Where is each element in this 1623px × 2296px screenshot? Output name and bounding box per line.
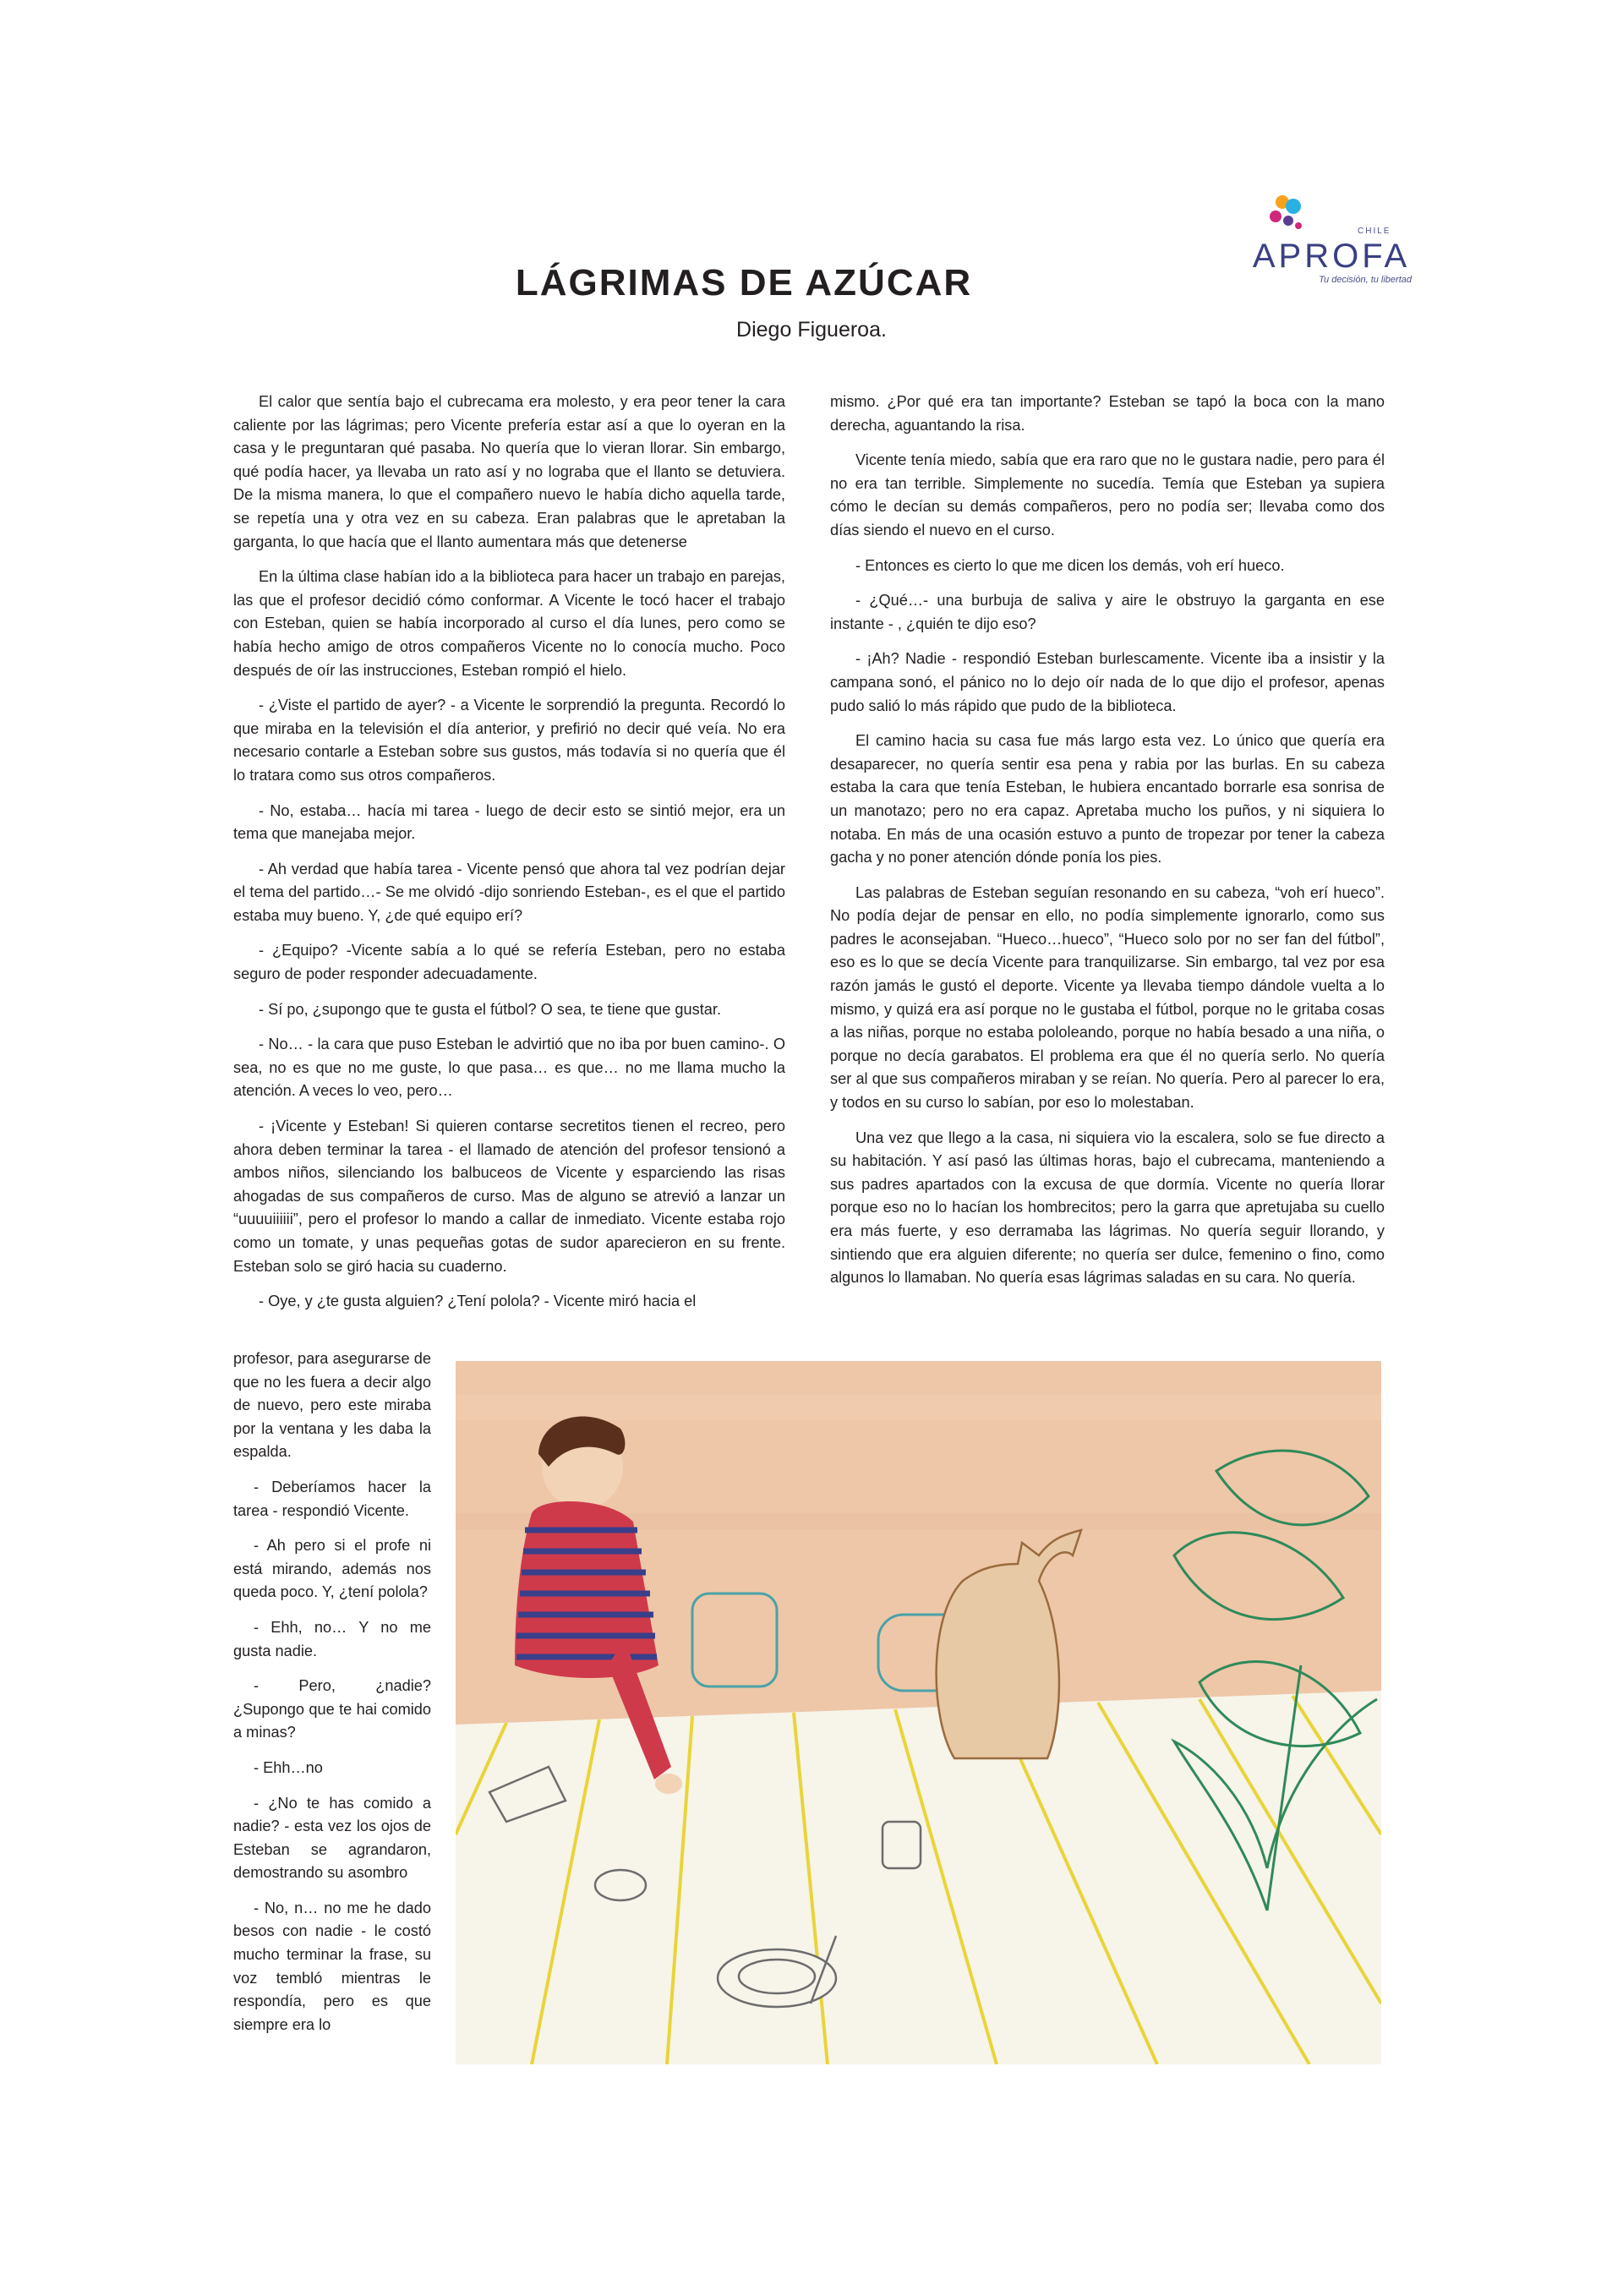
paragraph: - Ah verdad que había tarea - Vicente pensó que ahora tal vez podrían dejar el tema del partido…- Se me olvidó -dijo sonriendo Esteban-, es el que el partido estaba muy bueno. Y, ¿de qué equipo erí? xyxy=(233,860,785,924)
paragraph: En la última clase habían ido a la biblioteca para hacer un trabajo en parejas, las que el profesor decidió cómo conformar. A Vicente le tocó hacer el trabajo con Esteban, quien se había incorporado al curso el día lunes, pero como se había hecho amigo de otros compañeros Vicente no lo conocía mucho. Poco después de oír las instrucciones, Esteban rompió el hielo. xyxy=(233,568,785,679)
paragraph: - Ah pero si el profe ni está mirando, además nos queda poco. Y, ¿tení polola? xyxy=(233,1537,431,1601)
paragraph: - ¡Ah? Nadie - respondió Esteban burlescamente. Vicente iba a insistir y la campana sonó, el pánico no lo dejo oír nada de lo que dijo el profesor, apenas pudo salió lo más rápido que pudo de la biblioteca. xyxy=(830,650,1385,714)
aprofa-logo xyxy=(1251,190,1412,292)
paragraph: - ¿Equipo? -Vicente sabía a lo qué se refería Esteban, pero no estaba seguro de poder responder adecuadamente. xyxy=(233,942,785,983)
paragraph: - ¿No te has comido a nadie? - esta vez los ojos de Esteban se agrandaron, demostrando su asombro xyxy=(233,1794,431,1882)
text-column-narrow xyxy=(233,1348,431,2048)
paragraph: - Sí po, ¿supongo que te gusta el fútbol? O sea, te tiene que gustar. xyxy=(259,1000,722,1018)
text-column-right xyxy=(830,391,1385,1302)
paragraph: Una vez que llego a la casa, ni siquiera vio la escalera, solo se fue directo a su habitación. Y así pasó las últimas horas, bajo el cubrecama, manteniendo a sus padres apartados con la excusa de que dormía. Vicente no quería llorar porque eso no lo hacían los hombrecitos; pero la garra que apretujaba su cuello era más fuerte, y eso derramaba las lágrimas. No quería seguir llorando, y sintiendo que era alguien diferente; no quería ser dulce, femenino o fino, como algunos lo llamaban. No quería esas lágrimas saladas en su cara. No quería. xyxy=(830,1129,1385,1287)
paragraph: - ¡Vicente y Esteban! Si quieren contarse secretitos tienen el recreo, pero ahora deben terminar la tarea - el llamado de atención del profesor tensionó a ambos niños, silenciando los balbuceos de Vicente y esparciendo las risas ahogadas de sus compañeros de curso. Mas de alguno se atrevió a lanzar un “uuuuiiiiii”, pero el profesor lo mando a callar de inmediato. Vicente estaba rojo como un tomate, y unas pequeñas gotas de sudor aparecieron en su frente. Esteban solo se giró hacia su cuaderno. xyxy=(233,1118,785,1275)
paragraph: mismo. ¿Por qué era tan importante? Esteban se tapó la boca con la mano derecha, aguantando la risa. xyxy=(830,393,1385,434)
logo-name: APROFA xyxy=(1252,238,1411,275)
paragraph: El calor que sentía bajo el cubrecama era molesto, y era peor tener la cara caliente por las lágrimas; pero Vicente prefería estar así a que lo oyeran en la casa y le preguntaran qué pasaba. No quería que lo vieran llorar. Sin embargo, qué podía hacer, ya llevaba un rato así y no lograba que el llanto se detuviera. De la misma manera, lo que el compañero nuevo le había dicho aquella tarde, se repetía una y otra vez en su cabeza. Eran palabras que le apretaban la garganta, lo que hacía que el llanto aumentara más que detenerse xyxy=(233,393,785,550)
paragraph: Vicente tenía miedo, sabía que era raro que no le gustara nadie, pero para él no era tan terrible. Simplemente no sucedía. Temía que Esteban ya supiera cómo le decían su demás compañeros, pero no podía ser; llevaba como dos días siendo el nuevo en el curso. xyxy=(830,451,1385,538)
paragraph: - No… - la cara que puso Esteban le advirtió que no iba por buen camino-. O sea, no es que no me guste, lo que pasa… es que… no me llama mucho la atención. A veces lo veo, pero… xyxy=(233,1036,785,1100)
paragraph: - Entonces es cierto lo que me dicen los demás, voh erí hueco. xyxy=(855,556,1285,574)
article-title: LÁGRIMAS DE AZÚCAR xyxy=(515,262,973,303)
paragraph: - Ehh, no… Y no me gusta nadie. xyxy=(233,1618,431,1659)
article-author: Diego Figueroa. xyxy=(736,318,887,342)
paragraph: - No, estaba… hacía mi tarea - luego de decir esto se sintió mejor, era un tema que manejaba mejor. xyxy=(233,801,785,843)
paragraph: - Ehh…no xyxy=(254,1758,323,1776)
text-column-left xyxy=(233,391,785,1326)
paragraph: - No, n… no me he dado besos con nadie - le costó mucho terminar la frase, su voz tembló mientras le respondía, pero es que siempre era lo xyxy=(233,1899,431,2033)
logo-tagline: Tu decisión, tu libertad xyxy=(1319,275,1412,285)
paragraph: - Deberíamos hacer la tarea - respondió Vicente. xyxy=(233,1478,431,1519)
logo-country: CHILE xyxy=(1358,227,1391,236)
paragraph: profesor, para asegurarse de que no les fuera a decir algo de nuevo, pero este miraba por la ventana y les daba la espalda. xyxy=(233,1350,431,1461)
paragraph: Las palabras de Esteban seguían resonando en su cabeza, “voh erí hueco”. No podía dejar de pensar en ello, no podía simplemente ignorarlo, como sus padres le aconsejaban. “Hueco…hueco”, “Hueco solo por no ser fan del fútbol”, eso es lo que se decía Vicente para tranquilizarse. Sin embargo, tal vez por esa razón jamás le gustó el deporte. Vicente ya llevaba tiempo dándole vuelta a lo mismo, y quizá era así porque no le gustaba el fútbol, porque no le gritaba cosas a las niñas, porque no estaba pololeando, porque no había besado a una niña, o porque no decía garabatos. El problema era que él no quería serlo. No quería ser al que sus compañeros miraban y se reían. No quería. Pero al parecer lo era, y todos en su curso lo sabían, por eso lo molestaban. xyxy=(830,883,1385,1112)
paragraph: - Pero, ¿nadie? ¿Supongo que te hai comido a minas? xyxy=(233,1677,431,1741)
story-illustration xyxy=(456,1361,1381,2064)
paragraph: - ¿Qué…- una burbuja de saliva y aire le obstruyo la garganta en ese instante - , ¿quién te dijo eso? xyxy=(830,592,1385,632)
paragraph: - ¿Viste el partido de ayer? - a Vicente le sorprendió la pregunta. Recordó lo que miraba en la televisión el día anterior, y prefirió no decir qué veía. No era necesario contarle a Esteban sobre sus gustos, más todavía si no quería que él lo tratara como sus otros compañeros. xyxy=(233,697,785,784)
paragraph: - Oye, y ¿te gusta alguien? ¿Tení polola? - Vicente miró hacia el xyxy=(259,1293,697,1310)
paragraph: El camino hacia su casa fue más largo esta vez. Lo único que quería era desaparecer, no quería sentir esa pena y rabia por las burlas. En su cabeza estaba la cara que tenía Esteban, le hubiera encantado borrarle esa sonrisa de un manotazo; pero no era capaz. Apretaba mucho los puños, y ni siquiera lo notaba. En más de una ocasión estuvo a punto de tropezar por tener la cabeza gacha y no poner atención dónde ponía los pies. xyxy=(830,732,1385,866)
